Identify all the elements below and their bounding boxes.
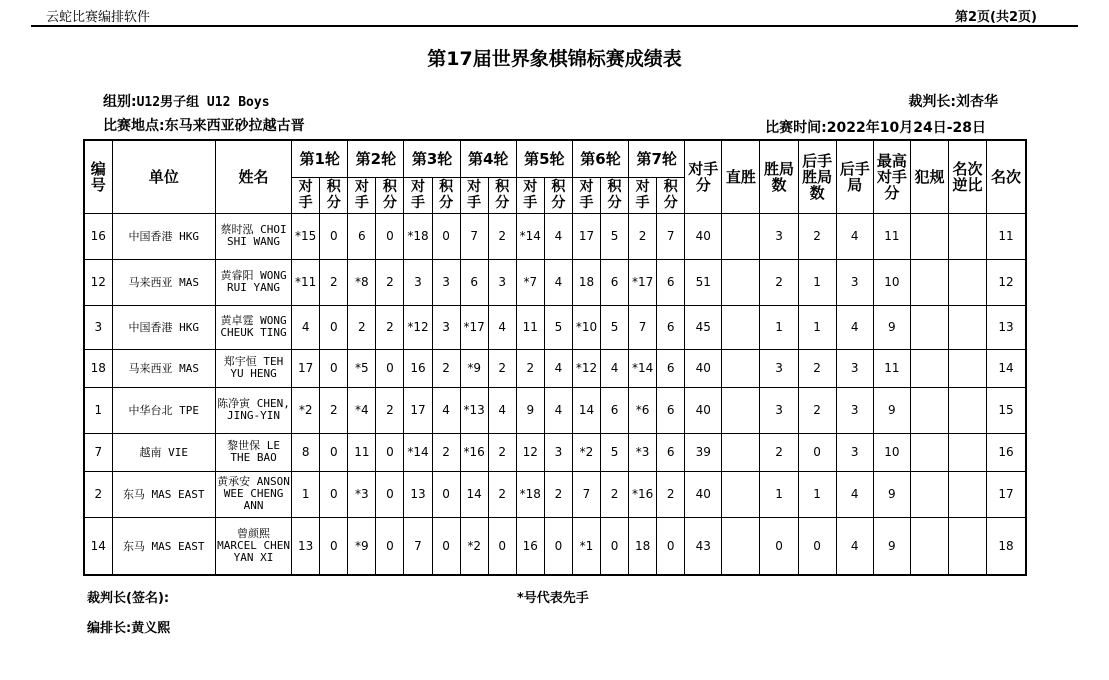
- page-title: 第17届世界象棋锦标赛成绩表: [427, 48, 682, 70]
- cell-r5-points: 4: [544, 213, 572, 259]
- cell-r1-opponent: 13: [292, 517, 320, 575]
- cell-wins: 3: [760, 387, 798, 433]
- col-name-header: 姓名: [215, 140, 291, 213]
- cell-highest-opp: 9: [873, 471, 910, 517]
- col-rank-header: 名次: [987, 140, 1026, 213]
- cell-r3-points: 0: [432, 213, 460, 259]
- cell-r1-points: 2: [320, 387, 348, 433]
- cell-highest-opp: 9: [873, 517, 910, 575]
- cell-reverse: [949, 471, 987, 517]
- r6-pts-header: 积分: [601, 177, 629, 213]
- r4-pts-header: 积分: [488, 177, 516, 213]
- cell-r7-points: 6: [657, 259, 685, 305]
- cell-r6-opponent: *12: [572, 349, 600, 387]
- cell-r3-points: 4: [432, 387, 460, 433]
- cell-highest-opp: 9: [873, 305, 910, 349]
- cell-reverse: [949, 259, 987, 305]
- cell-unit: 东马 MAS EAST: [112, 471, 215, 517]
- venue-value: 东马来西亚砂拉越古晋: [164, 118, 305, 134]
- cell-highest-opp: 11: [873, 349, 910, 387]
- app-name: 云蛇比赛编排软件: [46, 10, 151, 25]
- cell-wins: 1: [760, 471, 798, 517]
- cell-r5-points: 5: [544, 305, 572, 349]
- group-info: [103, 91, 270, 111]
- col-unit-header: 单位: [112, 140, 215, 213]
- r1-opp-header: 对手: [292, 177, 320, 213]
- cell-r7-points: 6: [657, 305, 685, 349]
- cell-rank: 12: [987, 259, 1026, 305]
- cell-reverse: [949, 517, 987, 575]
- cell-r6-points: 5: [601, 433, 629, 471]
- cell-r7-points: 6: [657, 349, 685, 387]
- cell-second-games: 4: [836, 471, 873, 517]
- cell-r2-points: 0: [376, 433, 404, 471]
- round-5-header: 第5轮: [516, 140, 572, 177]
- table-body: [84, 213, 1026, 575]
- cell-r2-points: 0: [376, 471, 404, 517]
- cell-r1-points: 0: [320, 213, 348, 259]
- cell-r6-opponent: *10: [572, 305, 600, 349]
- cell-r2-opponent: *3: [348, 471, 376, 517]
- cell-direct-win: [722, 349, 760, 387]
- cell-r4-opponent: *9: [460, 349, 488, 387]
- cell-r6-opponent: 17: [572, 213, 600, 259]
- table-row: [84, 349, 1026, 387]
- cell-r1-points: 0: [320, 471, 348, 517]
- cell-r1-opponent: *2: [292, 387, 320, 433]
- group-value: U12男子组 U12 Boys: [136, 95, 270, 110]
- cell-r6-opponent: 7: [572, 471, 600, 517]
- cell-r5-opponent: *7: [516, 259, 544, 305]
- cell-r4-points: 4: [488, 387, 516, 433]
- r5-pts-header: 积分: [544, 177, 572, 213]
- cell-opp-score: 40: [685, 213, 722, 259]
- cell-name: 蔡时泓 CHOI SHI WANG: [215, 213, 291, 259]
- cell-r7-opponent: *16: [629, 471, 657, 517]
- r6-opp-header: 对手: [572, 177, 600, 213]
- table-row: [84, 305, 1026, 349]
- cell-wins: 2: [760, 433, 798, 471]
- cell-rank: 14: [987, 349, 1026, 387]
- cell-r3-opponent: 3: [404, 259, 432, 305]
- cell-r3-points: 3: [432, 305, 460, 349]
- cell-r3-points: 2: [432, 349, 460, 387]
- cell-r4-points: 2: [488, 349, 516, 387]
- cell-r2-opponent: *4: [348, 387, 376, 433]
- cell-second-wins: 2: [798, 213, 836, 259]
- cell-second-wins: 1: [798, 305, 836, 349]
- cell-r1-points: 0: [320, 433, 348, 471]
- cell-second-games: 4: [836, 305, 873, 349]
- cell-r4-points: 2: [488, 433, 516, 471]
- cell-fouls: [910, 433, 948, 471]
- cell-r6-opponent: 18: [572, 259, 600, 305]
- cell-r7-opponent: 7: [629, 305, 657, 349]
- cell-direct-win: [722, 259, 760, 305]
- page-info: 第2页(共2页): [955, 10, 1037, 25]
- cell-fouls: [910, 349, 948, 387]
- cell-r7-points: 7: [657, 213, 685, 259]
- round-4-header: 第4轮: [460, 140, 516, 177]
- cell-reverse: [949, 387, 987, 433]
- time-label: 比赛时间:: [765, 120, 827, 136]
- cell-r2-points: 0: [376, 349, 404, 387]
- cell-second-games: 3: [836, 433, 873, 471]
- cell-r3-points: 3: [432, 259, 460, 305]
- cell-reverse: [949, 305, 987, 349]
- r3-pts-header: 积分: [432, 177, 460, 213]
- cell-r7-points: 2: [657, 471, 685, 517]
- round-1-header: 第1轮: [292, 140, 348, 177]
- col-second-wins-header: 后手胜局数: [798, 140, 836, 213]
- cell-r5-opponent: *18: [516, 471, 544, 517]
- cell-r1-opponent: 8: [292, 433, 320, 471]
- cell-r4-points: 2: [488, 471, 516, 517]
- cell-r3-opponent: *14: [404, 433, 432, 471]
- cell-r4-opponent: 14: [460, 471, 488, 517]
- table-row: [84, 433, 1026, 471]
- results-table: [83, 139, 1027, 576]
- cell-fouls: [910, 387, 948, 433]
- cell-reverse: [949, 433, 987, 471]
- cell-unit: 马来西亚 MAS: [112, 349, 215, 387]
- cell-wins: 3: [760, 213, 798, 259]
- cell-r2-opponent: *8: [348, 259, 376, 305]
- round-7-header: 第7轮: [629, 140, 685, 177]
- cell-r1-opponent: 4: [292, 305, 320, 349]
- cell-no: 2: [84, 471, 112, 517]
- cell-name: 黎世保 LE THE BAO: [215, 433, 291, 471]
- cell-r7-points: 6: [657, 433, 685, 471]
- cell-second-wins: 1: [798, 259, 836, 305]
- cell-direct-win: [722, 213, 760, 259]
- r7-pts-header: 积分: [657, 177, 685, 213]
- cell-r6-points: 0: [601, 517, 629, 575]
- cell-r7-opponent: 2: [629, 213, 657, 259]
- cell-r4-points: 2: [488, 213, 516, 259]
- time-info: [765, 117, 986, 137]
- cell-r7-opponent: *14: [629, 349, 657, 387]
- cell-r4-opponent: 7: [460, 213, 488, 259]
- r7-opp-header: 对手: [629, 177, 657, 213]
- cell-r6-points: 6: [601, 387, 629, 433]
- cell-r2-opponent: *9: [348, 517, 376, 575]
- cell-r3-points: 0: [432, 471, 460, 517]
- cell-r2-points: 2: [376, 259, 404, 305]
- cell-rank: 17: [987, 471, 1026, 517]
- cell-r5-opponent: 11: [516, 305, 544, 349]
- cell-r5-opponent: 2: [516, 349, 544, 387]
- cell-r4-points: 4: [488, 305, 516, 349]
- cell-r7-points: 6: [657, 387, 685, 433]
- cell-r6-opponent: *2: [572, 433, 600, 471]
- cell-reverse: [949, 349, 987, 387]
- cell-unit: 中国香港 HKG: [112, 305, 215, 349]
- cell-r5-points: 4: [544, 387, 572, 433]
- chief-referee-value: 刘杏华: [956, 94, 998, 110]
- cell-r5-opponent: 12: [516, 433, 544, 471]
- cell-r7-opponent: 18: [629, 517, 657, 575]
- cell-r6-points: 6: [601, 259, 629, 305]
- table-row: [84, 471, 1026, 517]
- col-no-header: 编号: [84, 140, 112, 213]
- col-wins-header: 胜局数: [760, 140, 798, 213]
- cell-r3-opponent: 7: [404, 517, 432, 575]
- cell-direct-win: [722, 387, 760, 433]
- cell-second-games: 4: [836, 517, 873, 575]
- cell-r4-opponent: *2: [460, 517, 488, 575]
- cell-second-wins: 2: [798, 349, 836, 387]
- cell-direct-win: [722, 517, 760, 575]
- cell-r1-points: 0: [320, 517, 348, 575]
- cell-wins: 0: [760, 517, 798, 575]
- header-divider: [31, 25, 1078, 27]
- time-value: 2022年10月24日-28日: [826, 120, 986, 136]
- cell-unit: 越南 VIE: [112, 433, 215, 471]
- round-3-header: 第3轮: [404, 140, 460, 177]
- r3-opp-header: 对手: [404, 177, 432, 213]
- cell-name: 黄承安 ANSON WEE CHENG ANN: [215, 471, 291, 517]
- cell-r6-points: 5: [601, 213, 629, 259]
- cell-no: 18: [84, 349, 112, 387]
- cell-r7-points: 0: [657, 517, 685, 575]
- cell-wins: 1: [760, 305, 798, 349]
- cell-r1-opponent: *15: [292, 213, 320, 259]
- cell-r4-opponent: *13: [460, 387, 488, 433]
- cell-r7-opponent: *6: [629, 387, 657, 433]
- r2-opp-header: 对手: [348, 177, 376, 213]
- round-6-header: 第6轮: [572, 140, 628, 177]
- cell-rank: 16: [987, 433, 1026, 471]
- cell-no: 16: [84, 213, 112, 259]
- cell-name: 郑宇恒 TEH YU HENG: [215, 349, 291, 387]
- cell-r6-points: 2: [601, 471, 629, 517]
- cell-r2-opponent: 2: [348, 305, 376, 349]
- cell-r5-points: 4: [544, 349, 572, 387]
- cell-r2-points: 0: [376, 517, 404, 575]
- cell-r6-opponent: *1: [572, 517, 600, 575]
- chief-referee-label: 裁判长:: [908, 94, 956, 110]
- cell-reverse: [949, 213, 987, 259]
- cell-wins: 3: [760, 349, 798, 387]
- cell-r4-points: 0: [488, 517, 516, 575]
- cell-r1-points: 0: [320, 349, 348, 387]
- cell-highest-opp: 10: [873, 433, 910, 471]
- cell-opp-score: 43: [685, 517, 722, 575]
- cell-r5-points: 3: [544, 433, 572, 471]
- cell-r2-points: 0: [376, 213, 404, 259]
- cell-highest-opp: 10: [873, 259, 910, 305]
- r4-opp-header: 对手: [460, 177, 488, 213]
- cell-second-wins: 2: [798, 387, 836, 433]
- chief-referee-info: [908, 91, 998, 111]
- header-row-1: [84, 140, 1026, 177]
- cell-r1-opponent: *11: [292, 259, 320, 305]
- cell-fouls: [910, 213, 948, 259]
- cell-direct-win: [722, 305, 760, 349]
- cell-rank: 13: [987, 305, 1026, 349]
- cell-r3-points: 2: [432, 433, 460, 471]
- cell-r6-points: 4: [601, 349, 629, 387]
- cell-opp-score: 40: [685, 471, 722, 517]
- cell-name: 黄睿阳 WONG RUI YANG: [215, 259, 291, 305]
- cell-second-games: 3: [836, 259, 873, 305]
- cell-no: 14: [84, 517, 112, 575]
- cell-fouls: [910, 305, 948, 349]
- cell-r7-opponent: *17: [629, 259, 657, 305]
- cell-rank: 15: [987, 387, 1026, 433]
- cell-r3-opponent: *18: [404, 213, 432, 259]
- cell-no: 1: [84, 387, 112, 433]
- cell-r2-points: 2: [376, 387, 404, 433]
- table-row: [84, 517, 1026, 575]
- table-row: [84, 259, 1026, 305]
- cell-r3-opponent: 16: [404, 349, 432, 387]
- cell-opp-score: 40: [685, 387, 722, 433]
- cell-wins: 2: [760, 259, 798, 305]
- cell-second-games: 3: [836, 387, 873, 433]
- col-fouls-header: 犯规: [910, 140, 948, 213]
- cell-no: 12: [84, 259, 112, 305]
- cell-r1-points: 2: [320, 259, 348, 305]
- cell-highest-opp: 9: [873, 387, 910, 433]
- cell-r2-opponent: 11: [348, 433, 376, 471]
- cell-opp-score: 40: [685, 349, 722, 387]
- cell-r5-points: 4: [544, 259, 572, 305]
- col-opp-score-header: 对手分: [685, 140, 722, 213]
- col-highest-opp-header: 最高对手分: [873, 140, 910, 213]
- cell-fouls: [910, 471, 948, 517]
- cell-r3-points: 0: [432, 517, 460, 575]
- r5-opp-header: 对手: [516, 177, 544, 213]
- cell-r1-points: 0: [320, 305, 348, 349]
- cell-second-wins: 1: [798, 471, 836, 517]
- cell-second-games: 3: [836, 349, 873, 387]
- r2-pts-header: 积分: [376, 177, 404, 213]
- cell-r3-opponent: 17: [404, 387, 432, 433]
- col-second-games-header: 后手局: [836, 140, 873, 213]
- cell-no: 3: [84, 305, 112, 349]
- cell-name: 陈净寅 CHEN, JING-YIN: [215, 387, 291, 433]
- table-row: [84, 213, 1026, 259]
- cell-r5-opponent: *14: [516, 213, 544, 259]
- cell-no: 7: [84, 433, 112, 471]
- cell-unit: 马来西亚 MAS: [112, 259, 215, 305]
- cell-r6-points: 5: [601, 305, 629, 349]
- cell-r7-opponent: *3: [629, 433, 657, 471]
- col-reverse-header: 名次逆比: [949, 140, 987, 213]
- cell-fouls: [910, 517, 948, 575]
- round-2-header: 第2轮: [348, 140, 404, 177]
- cell-r1-opponent: 17: [292, 349, 320, 387]
- cell-r4-opponent: *17: [460, 305, 488, 349]
- cell-r2-points: 2: [376, 305, 404, 349]
- cell-r4-opponent: 6: [460, 259, 488, 305]
- cell-opp-score: 51: [685, 259, 722, 305]
- cell-unit: 中华台北 TPE: [112, 387, 215, 433]
- cell-name: 黄卓霆 WONG CHEUK TING: [215, 305, 291, 349]
- arranger: 编排长:黄义熙: [87, 621, 171, 636]
- cell-direct-win: [722, 471, 760, 517]
- cell-direct-win: [722, 433, 760, 471]
- cell-fouls: [910, 259, 948, 305]
- cell-name: 曾颜熙 MARCEL CHEN YAN XI: [215, 517, 291, 575]
- cell-r3-opponent: 13: [404, 471, 432, 517]
- cell-r3-opponent: *12: [404, 305, 432, 349]
- cell-r1-opponent: 1: [292, 471, 320, 517]
- r1-pts-header: 积分: [320, 177, 348, 213]
- cell-r4-opponent: *16: [460, 433, 488, 471]
- cell-r5-points: 2: [544, 471, 572, 517]
- cell-r5-points: 0: [544, 517, 572, 575]
- cell-opp-score: 45: [685, 305, 722, 349]
- cell-r5-opponent: 16: [516, 517, 544, 575]
- venue-label: 比赛地点:: [103, 118, 165, 134]
- cell-r2-opponent: *5: [348, 349, 376, 387]
- group-label: 组别:: [103, 94, 137, 110]
- cell-r2-opponent: 6: [348, 213, 376, 259]
- referee-signature: 裁判长(签名):: [87, 591, 170, 606]
- table-row: [84, 387, 1026, 433]
- cell-second-games: 4: [836, 213, 873, 259]
- col-direct-win-header: 直胜: [722, 140, 760, 213]
- cell-rank: 18: [987, 517, 1026, 575]
- cell-highest-opp: 11: [873, 213, 910, 259]
- cell-second-wins: 0: [798, 517, 836, 575]
- cell-r4-points: 3: [488, 259, 516, 305]
- first-move-note: *号代表先手: [517, 591, 589, 606]
- cell-second-wins: 0: [798, 433, 836, 471]
- cell-r5-opponent: 9: [516, 387, 544, 433]
- cell-r6-opponent: 14: [572, 387, 600, 433]
- cell-rank: 11: [987, 213, 1026, 259]
- cell-opp-score: 39: [685, 433, 722, 471]
- cell-unit: 东马 MAS EAST: [112, 517, 215, 575]
- venue-info: [103, 115, 305, 135]
- cell-unit: 中国香港 HKG: [112, 213, 215, 259]
